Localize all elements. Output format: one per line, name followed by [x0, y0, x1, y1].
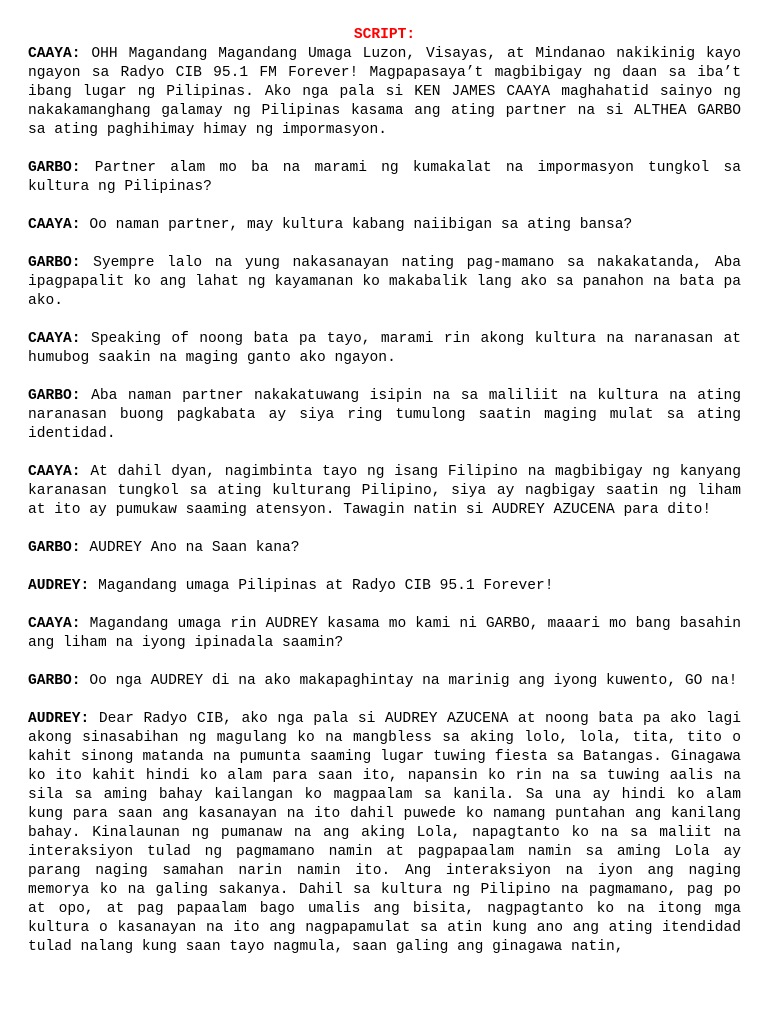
dialogue-line: [28, 463, 741, 520]
speaker-name: GARBO:: [28, 540, 81, 556]
dialogue-line: [28, 216, 741, 235]
speaker-name: CAAYA:: [28, 331, 81, 347]
dialogue-line: [28, 577, 741, 596]
dialogue-line: [28, 330, 741, 368]
speaker-name: GARBO:: [28, 673, 81, 689]
speaker-name: GARBO:: [28, 388, 81, 404]
dialogue-text: Syempre lalo na yung nakasanayan nating pag-mamano sa nakakatanda, Aba ipagpapalit ko ang lahat ng kayamanan ko makabalik lang ako sa panahon na bata pa ako.: [28, 255, 741, 309]
speaker-name: CAAYA:: [28, 464, 81, 480]
dialogue-text: OHH Magandang Magandang Umaga Luzon, Visayas, at Mindanao nakikinig kayo ngayon sa Radyo CIB 95.1 FM Forever! Magpapasaya’t magbibigay ng daan sa iba’t ibang lugar ng Pilipinas. Ako nga pala si KEN JAMES CAAYA maghahatid sainyo ng nakakamanghang galamay ng Pilipinas kasama ang ating partner na si ALTHEA GARBO sa ating paghihimay himay ng impormasyon.: [28, 46, 741, 138]
dialogue-text: Magandang umaga rin AUDREY kasama mo kami ni GARBO, maaari mo bang basahin ang liham na iyong ipinadala saamin?: [28, 616, 741, 651]
speaker-name: AUDREY:: [28, 711, 90, 727]
dialogue-line: [28, 387, 741, 444]
dialogue-line: [28, 672, 741, 691]
dialogue-text: Speaking of noong bata pa tayo, marami rin akong kultura na naranasan at humubog saakin na maging ganto ako ngayon.: [28, 331, 741, 366]
dialogue-text: Partner alam mo ba na marami ng kumakalat na impormasyon tungkol sa kultura ng Pilipinas?: [28, 160, 741, 195]
document-page: [28, 26, 741, 957]
dialogue-line: [28, 710, 741, 957]
dialogue-text: Aba naman partner nakakatuwang isipin na sa maliliit na kultura na ating naranasan buong pagkabata ay siya ring tumulong saatin maging mulat sa ating identidad.: [28, 388, 741, 442]
speaker-name: CAAYA:: [28, 46, 81, 62]
speaker-name: CAAYA:: [28, 616, 81, 632]
dialogue-text: AUDREY Ano na Saan kana?: [89, 540, 300, 556]
dialogue-text: Oo nga AUDREY di na ako makapaghintay na marinig ang iyong kuwento, GO na!: [89, 673, 738, 689]
speaker-name: AUDREY:: [28, 578, 90, 594]
speaker-name: CAAYA:: [28, 217, 81, 233]
dialogue-text: Oo naman partner, may kultura kabang naiibigan sa ating bansa?: [89, 217, 633, 233]
script-title: SCRIPT:: [353, 27, 416, 43]
dialogue-line: [28, 45, 741, 140]
dialogue-line: [28, 159, 741, 197]
speaker-name: GARBO:: [28, 255, 81, 271]
dialogue-text: Magandang umaga Pilipinas at Radyo CIB 95.1 Forever!: [98, 578, 554, 594]
dialogue-line: [28, 254, 741, 311]
dialogue-text: Dear Radyo CIB, ako nga pala si AUDREY AZUCENA at noong bata pa ako lagi akong sinasabihan ng magulang ko na mangbless sa aking lolo, lola, tita, tito o kahit sinong matanda na pumunta saaming lugar tuwing fiesta sa Batangas. Ginagawa ko ito kahit hindi ko alam para saan ito, napansin ko rin na sa tuwing aalis na sila sa aming bahay kailangan ko magpaalam sa kanila. Sa una ay hindi ko alam kung para saan ang kasanayan na ito dahil puwede ko namang puntahan ang kanilang bahay. Kinalaunan ng pumanaw na ang aking Lola, napagtanto ko na sa maliit na interaksiyon tulad ng pagmamano namin at pagpapaalam namin sa aming Lola ay parang naging samahan narin namin ito. Ang interaksiyon na iyon ang naging memorya ko na galing sakanya. Dahil sa kultura ng Pilipino na pagmamano, pag po at opo, at pag papaalam bago umalis ang bisita, nagpagtanto ko na itong mga kultura o kasanayan na ito ang nagpapamulat sa atin kung ano ang ating itendidad tulad nalang kung saan tayo nagmula, saan galing ang ginagawa natin,: [28, 711, 741, 955]
speaker-name: GARBO:: [28, 160, 81, 176]
dialogue-text: At dahil dyan, nagimbinta tayo ng isang Filipino na magbibigay ng kanyang karanasan tungkol sa ating kulturang Pilipino, siya ay nagbigay saatin ng liham at ito ay pumukaw saaming atensyon. Tawagin natin si AUDREY AZUCENA para dito!: [28, 464, 741, 518]
dialogue-line: [28, 539, 741, 558]
dialogue-line: [28, 615, 741, 653]
